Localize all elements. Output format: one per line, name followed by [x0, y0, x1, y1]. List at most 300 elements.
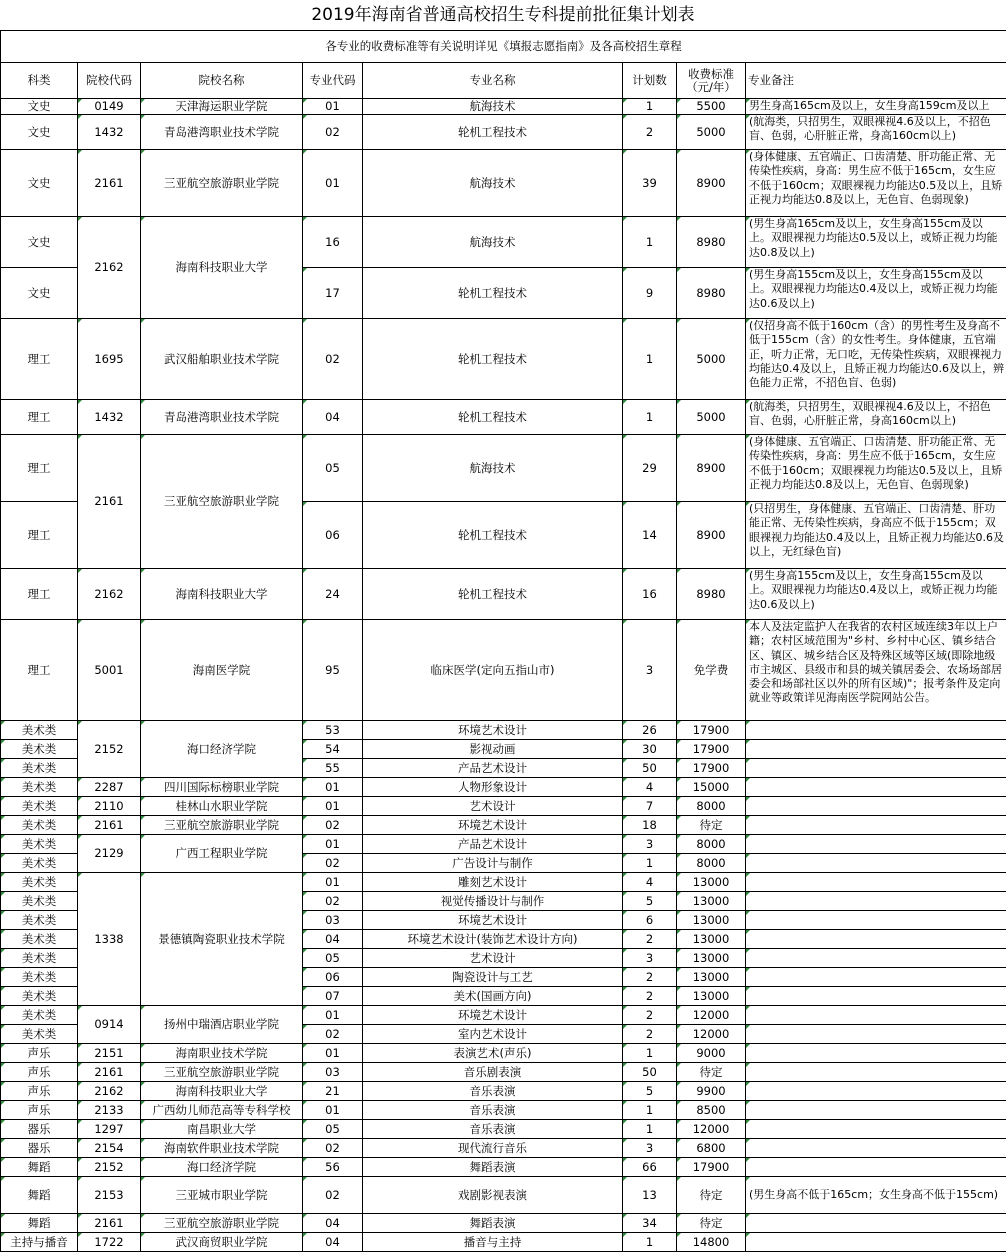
school-name-cell: 景德镇陶瓷职业技术学院 — [141, 873, 303, 1006]
major-name-cell: 美术(国画方向) — [363, 987, 623, 1006]
school-name-cell: 南昌职业大学 — [141, 1120, 303, 1139]
major-name-cell: 环境艺术设计(装饰艺术设计方向) — [363, 930, 623, 949]
category-cell: 美术类 — [1, 854, 78, 873]
school-name-cell: 三亚城市职业学院 — [141, 1177, 303, 1214]
school-name-cell: 天津海运职业学院 — [141, 99, 303, 115]
category-cell: 文史 — [1, 217, 78, 268]
fee-cell: 8900 — [677, 435, 746, 502]
major-code-cell: 04 — [303, 1214, 363, 1233]
major-code-cell: 01 — [303, 1044, 363, 1063]
school-name-cell: 海口经济学院 — [141, 721, 303, 778]
table-row — [1, 435, 1006, 502]
remark-cell — [746, 930, 1006, 949]
school-code-cell: 2151 — [78, 1044, 141, 1063]
plan-count-cell: 1 — [623, 400, 677, 435]
plan-count-cell: 2 — [623, 115, 677, 150]
plan-count-cell: 1 — [623, 217, 677, 268]
school-code-cell: 1695 — [78, 319, 141, 400]
major-code-cell: 04 — [303, 930, 363, 949]
major-code-cell: 04 — [303, 1233, 363, 1252]
plan-count-cell: 1 — [623, 854, 677, 873]
plan-count-cell: 2 — [623, 987, 677, 1006]
major-code-cell: 01 — [303, 873, 363, 892]
plan-count-cell: 9 — [623, 268, 677, 319]
fee-cell: 8000 — [677, 835, 746, 854]
fee-cell: 5000 — [677, 319, 746, 400]
school-name-cell: 三亚航空旅游职业学院 — [141, 1063, 303, 1082]
fee-cell: 待定 — [677, 1063, 746, 1082]
category-cell: 舞蹈 — [1, 1158, 78, 1177]
plan-count-cell: 29 — [623, 435, 677, 502]
category-cell: 美术类 — [1, 740, 78, 759]
school-code-cell: 2287 — [78, 778, 141, 797]
category-cell: 声乐 — [1, 1101, 78, 1120]
fee-cell: 待定 — [677, 1177, 746, 1214]
major-name-cell: 戏剧影视表演 — [363, 1177, 623, 1214]
major-code-cell: 02 — [303, 854, 363, 873]
plan-count-cell: 1 — [623, 1101, 677, 1120]
school-name-cell: 广西工程职业学院 — [141, 835, 303, 873]
category-cell: 美术类 — [1, 949, 78, 968]
major-name-cell: 雕刻艺术设计 — [363, 873, 623, 892]
school-name-cell: 海口经济学院 — [141, 1158, 303, 1177]
fee-cell: 13000 — [677, 873, 746, 892]
major-code-cell: 53 — [303, 721, 363, 740]
plan-count-cell: 4 — [623, 778, 677, 797]
fee-cell: 14800 — [677, 1233, 746, 1252]
plan-count-cell: 16 — [623, 569, 677, 620]
school-code-cell: 2161 — [78, 816, 141, 835]
school-code-cell: 0149 — [78, 99, 141, 115]
major-code-cell: 01 — [303, 835, 363, 854]
school-name-cell: 桂林山水职业学院 — [141, 797, 303, 816]
school-code-cell: 1722 — [78, 1233, 141, 1252]
plan-count-cell: 30 — [623, 740, 677, 759]
remark-cell — [746, 721, 1006, 740]
category-cell: 美术类 — [1, 987, 78, 1006]
table-row — [1, 797, 1006, 816]
school-name-cell: 青岛港湾职业技术学院 — [141, 115, 303, 150]
remark-cell — [746, 778, 1006, 797]
table-row — [1, 1082, 1006, 1101]
major-code-cell: 21 — [303, 1082, 363, 1101]
remark-cell: 本人及法定监护人在我省的农村区域连续3年以上户籍；农村区域范围为"乡村、乡村中心区、镇乡结合区、镇区、城乡结合区及特殊区域等区域(即除地级市主城区、县级市和县的城关镇居委会、农场场部居委会和场部社区以外的所有区域)"；报考条件及定向就业等政策详见海南医学院网站公告。 — [746, 620, 1006, 721]
table-row — [1, 778, 1006, 797]
remark-cell — [746, 987, 1006, 1006]
school-code-cell: 2129 — [78, 835, 141, 873]
major-name-cell: 陶瓷设计与工艺 — [363, 968, 623, 987]
school-name-cell: 海南科技职业大学 — [141, 569, 303, 620]
remark-cell: (航海类，只招男生，双眼裸视4.6及以上，不招色盲、色弱，心肝脏正常，身高160cm以上) — [746, 115, 1006, 150]
category-cell: 美术类 — [1, 721, 78, 740]
category-cell: 美术类 — [1, 892, 78, 911]
table-row — [1, 150, 1006, 217]
major-name-cell: 音乐表演 — [363, 1082, 623, 1101]
major-name-cell: 舞蹈表演 — [363, 1158, 623, 1177]
column-header: 专业名称 — [363, 63, 623, 99]
fee-cell: 6800 — [677, 1139, 746, 1158]
remark-cell — [746, 1025, 1006, 1044]
category-cell: 美术类 — [1, 1006, 78, 1025]
major-name-cell: 视觉传播设计与制作 — [363, 892, 623, 911]
school-name-cell: 海南医学院 — [141, 620, 303, 721]
fee-cell: 5000 — [677, 400, 746, 435]
table-row — [1, 1158, 1006, 1177]
fee-cell: 17900 — [677, 740, 746, 759]
school-name-cell: 扬州中瑞酒店职业学院 — [141, 1006, 303, 1044]
category-cell: 美术类 — [1, 873, 78, 892]
fee-cell: 12000 — [677, 1006, 746, 1025]
major-name-cell: 艺术设计 — [363, 949, 623, 968]
major-name-cell: 航海技术 — [363, 217, 623, 268]
plan-count-cell: 39 — [623, 150, 677, 217]
category-cell: 美术类 — [1, 778, 78, 797]
major-name-cell: 表演艺术(声乐) — [363, 1044, 623, 1063]
column-header: 收费标准 （元/年） — [677, 63, 746, 99]
plan-count-cell: 1 — [623, 1233, 677, 1252]
remark-cell — [746, 835, 1006, 854]
remark-cell — [746, 1082, 1006, 1101]
plan-count-cell: 14 — [623, 502, 677, 569]
fee-cell: 13000 — [677, 911, 746, 930]
major-code-cell: 01 — [303, 1006, 363, 1025]
fee-cell: 8900 — [677, 150, 746, 217]
table-row — [1, 873, 1006, 892]
school-code-cell: 2162 — [78, 569, 141, 620]
fee-cell: 13000 — [677, 892, 746, 911]
fee-cell: 17900 — [677, 759, 746, 778]
category-cell: 理工 — [1, 620, 78, 721]
school-code-cell: 2162 — [78, 1082, 141, 1101]
table-row — [1, 835, 1006, 854]
table-row — [1, 217, 1006, 268]
major-name-cell: 轮机工程技术 — [363, 502, 623, 569]
category-cell: 文史 — [1, 99, 78, 115]
major-name-cell: 环境艺术设计 — [363, 911, 623, 930]
major-name-cell: 环境艺术设计 — [363, 1006, 623, 1025]
plan-count-cell: 2 — [623, 1006, 677, 1025]
major-name-cell: 室内艺术设计 — [363, 1025, 623, 1044]
school-name-cell: 海南软件职业技术学院 — [141, 1139, 303, 1158]
fee-cell: 8900 — [677, 502, 746, 569]
major-name-cell: 产品艺术设计 — [363, 759, 623, 778]
school-name-cell: 四川国际标榜职业学院 — [141, 778, 303, 797]
school-code-cell: 2162 — [78, 217, 141, 319]
column-header: 院校代码 — [78, 63, 141, 99]
table-row — [1, 1044, 1006, 1063]
category-cell: 文史 — [1, 268, 78, 319]
remark-cell — [746, 854, 1006, 873]
plan-count-cell: 1 — [623, 319, 677, 400]
table-row — [1, 99, 1006, 115]
plan-count-cell: 26 — [623, 721, 677, 740]
plan-count-cell: 2 — [623, 930, 677, 949]
major-code-cell: 17 — [303, 268, 363, 319]
plan-count-cell: 34 — [623, 1214, 677, 1233]
school-name-cell: 武汉船舶职业技术学院 — [141, 319, 303, 400]
plan-count-cell: 66 — [623, 1158, 677, 1177]
school-code-cell: 2161 — [78, 1214, 141, 1233]
major-name-cell: 轮机工程技术 — [363, 319, 623, 400]
remark-cell — [746, 816, 1006, 835]
plan-count-cell: 13 — [623, 1177, 677, 1214]
school-code-cell: 2161 — [78, 150, 141, 217]
category-cell: 美术类 — [1, 816, 78, 835]
remark-cell — [746, 1233, 1006, 1252]
page-title: 2019年海南省普通高校招生专科提前批征集计划表 — [311, 5, 695, 25]
category-cell: 理工 — [1, 435, 78, 502]
table-row — [1, 319, 1006, 400]
fee-cell: 8980 — [677, 268, 746, 319]
major-code-cell: 02 — [303, 816, 363, 835]
category-cell: 理工 — [1, 400, 78, 435]
plan-count-cell: 3 — [623, 835, 677, 854]
major-name-cell: 临床医学(定向五指山市) — [363, 620, 623, 721]
column-header: 专业代码 — [303, 63, 363, 99]
major-name-cell: 轮机工程技术 — [363, 268, 623, 319]
plan-count-cell: 1 — [623, 1120, 677, 1139]
school-name-cell: 武汉商贸职业学院 — [141, 1233, 303, 1252]
major-code-cell: 05 — [303, 1120, 363, 1139]
category-cell: 美术类 — [1, 797, 78, 816]
school-name-cell: 三亚航空旅游职业学院 — [141, 435, 303, 569]
major-code-cell: 01 — [303, 150, 363, 217]
table-row — [1, 1177, 1006, 1214]
table-row — [1, 115, 1006, 150]
school-code-cell: 2110 — [78, 797, 141, 816]
fee-cell: 8000 — [677, 797, 746, 816]
major-code-cell: 54 — [303, 740, 363, 759]
table-row — [1, 1006, 1006, 1025]
plan-count-cell: 18 — [623, 816, 677, 835]
remark-cell — [746, 1063, 1006, 1082]
plan-count-cell: 4 — [623, 873, 677, 892]
major-name-cell: 舞蹈表演 — [363, 1214, 623, 1233]
major-name-cell: 航海技术 — [363, 150, 623, 217]
major-name-cell: 艺术设计 — [363, 797, 623, 816]
remark-cell — [746, 759, 1006, 778]
table-row — [1, 1120, 1006, 1139]
fee-cell: 12000 — [677, 1025, 746, 1044]
remark-cell — [746, 968, 1006, 987]
fee-cell: 13000 — [677, 949, 746, 968]
remark-cell: (身体健康、五官端正、口齿清楚、肝功能正常、无传染性疾病，身高：男生应不低于165cm，女生应不低于160cm；双眼裸视力均能达0.5及以上，且矫正视力均能达0.8及以上，无色盲、色弱现象) — [746, 150, 1006, 217]
table-row — [1, 620, 1006, 721]
major-code-cell: 03 — [303, 1063, 363, 1082]
table-row — [1, 721, 1006, 740]
category-cell: 主持与播音 — [1, 1233, 78, 1252]
major-name-cell: 航海技术 — [363, 435, 623, 502]
fee-cell: 13000 — [677, 930, 746, 949]
table-subtitle: 各专业的收费标准等有关说明详见《填报志愿指南》及各高校招生章程 — [1, 31, 1006, 63]
fee-cell: 13000 — [677, 987, 746, 1006]
plan-count-cell: 6 — [623, 911, 677, 930]
plan-count-cell: 1 — [623, 99, 677, 115]
remark-cell — [746, 892, 1006, 911]
fee-cell: 15000 — [677, 778, 746, 797]
major-code-cell: 01 — [303, 1101, 363, 1120]
plan-count-cell: 3 — [623, 620, 677, 721]
table-row — [1, 1063, 1006, 1082]
enrollment-table — [0, 30, 1006, 1252]
table-row — [1, 1233, 1006, 1252]
fee-cell: 17900 — [677, 1158, 746, 1177]
category-cell: 器乐 — [1, 1120, 78, 1139]
major-code-cell: 55 — [303, 759, 363, 778]
plan-count-cell: 2 — [623, 1025, 677, 1044]
remark-cell: (男生身高155cm及以上，女生身高155cm及以上。双眼裸视力均能达0.4及以上，或矫正视力均能达0.6及以上) — [746, 268, 1006, 319]
category-cell: 美术类 — [1, 911, 78, 930]
fee-cell: 待定 — [677, 1214, 746, 1233]
major-code-cell: 02 — [303, 319, 363, 400]
plan-count-cell: 50 — [623, 1063, 677, 1082]
remark-cell — [746, 1139, 1006, 1158]
major-name-cell: 现代流行音乐 — [363, 1139, 623, 1158]
plan-count-cell: 7 — [623, 797, 677, 816]
fee-cell: 5500 — [677, 99, 746, 115]
school-code-cell: 2133 — [78, 1101, 141, 1120]
remark-cell — [746, 1158, 1006, 1177]
school-code-cell: 2154 — [78, 1139, 141, 1158]
major-name-cell: 轮机工程技术 — [363, 569, 623, 620]
remark-cell: (男生身高165cm及以上，女生身高155cm及以上。双眼裸视力均能达0.5及以上，或矫正视力均能达0.8及以上) — [746, 217, 1006, 268]
school-code-cell: 2161 — [78, 1063, 141, 1082]
school-name-cell: 海南科技职业大学 — [141, 217, 303, 319]
category-cell: 美术类 — [1, 835, 78, 854]
major-name-cell: 环境艺术设计 — [363, 721, 623, 740]
school-name-cell: 三亚航空旅游职业学院 — [141, 150, 303, 217]
major-code-cell: 04 — [303, 400, 363, 435]
category-cell: 美术类 — [1, 930, 78, 949]
major-code-cell: 02 — [303, 892, 363, 911]
major-name-cell: 音乐表演 — [363, 1101, 623, 1120]
major-name-cell: 轮机工程技术 — [363, 400, 623, 435]
major-name-cell: 影视动画 — [363, 740, 623, 759]
remark-cell — [746, 1214, 1006, 1233]
major-code-cell: 01 — [303, 778, 363, 797]
remark-cell: (男生身高155cm及以上，女生身高155cm及以上。双眼裸视力均能达0.4及以上，或矫正视力均能达0.6及以上) — [746, 569, 1006, 620]
major-code-cell: 01 — [303, 99, 363, 115]
fee-cell: 5000 — [677, 115, 746, 150]
major-name-cell: 播音与主持 — [363, 1233, 623, 1252]
fee-cell: 9000 — [677, 1044, 746, 1063]
major-code-cell: 05 — [303, 435, 363, 502]
column-header: 专业备注 — [746, 63, 1006, 99]
fee-cell: 17900 — [677, 721, 746, 740]
remark-cell: (仅招身高不低于160cm（含）的男性考生及身高不低于155cm（含）的女性考生。身体健康，五官端正，听力正常，无口吃，无传染性疾病，双眼裸视力均能达0.4及以上，且矫正视力均能达0.6及以上，辨色能力正常，不招色盲、色弱) — [746, 319, 1006, 400]
school-code-cell: 0914 — [78, 1006, 141, 1044]
major-code-cell: 02 — [303, 115, 363, 150]
major-code-cell: 56 — [303, 1158, 363, 1177]
major-code-cell: 03 — [303, 911, 363, 930]
fee-cell: 免学费 — [677, 620, 746, 721]
table-row — [1, 816, 1006, 835]
plan-count-cell: 50 — [623, 759, 677, 778]
major-name-cell: 轮机工程技术 — [363, 115, 623, 150]
category-cell: 美术类 — [1, 968, 78, 987]
remark-cell: (航海类，只招男生，双眼裸视4.6及以上，不招色盲、色弱，心肝脏正常，身高160cm以上) — [746, 400, 1006, 435]
fee-cell: 8980 — [677, 217, 746, 268]
fee-cell: 12000 — [677, 1120, 746, 1139]
major-code-cell: 05 — [303, 949, 363, 968]
header-row — [1, 63, 1006, 99]
column-header: 计划数 — [623, 63, 677, 99]
school-code-cell: 2153 — [78, 1177, 141, 1214]
major-code-cell: 16 — [303, 217, 363, 268]
table-row — [1, 1139, 1006, 1158]
major-code-cell: 06 — [303, 502, 363, 569]
school-code-cell: 1338 — [78, 873, 141, 1006]
remark-cell — [746, 949, 1006, 968]
major-code-cell: 06 — [303, 968, 363, 987]
school-name-cell: 海南科技职业大学 — [141, 1082, 303, 1101]
major-code-cell: 02 — [303, 1139, 363, 1158]
plan-count-cell: 1 — [623, 1044, 677, 1063]
table-row — [1, 569, 1006, 620]
major-code-cell: 95 — [303, 620, 363, 721]
major-name-cell: 产品艺术设计 — [363, 835, 623, 854]
table-row — [1, 1214, 1006, 1233]
school-name-cell: 青岛港湾职业技术学院 — [141, 400, 303, 435]
school-name-cell: 广西幼儿师范高等专科学校 — [141, 1101, 303, 1120]
column-header: 科类 — [1, 63, 78, 99]
fee-cell: 待定 — [677, 816, 746, 835]
category-cell: 声乐 — [1, 1063, 78, 1082]
major-code-cell: 24 — [303, 569, 363, 620]
fee-cell: 8500 — [677, 1101, 746, 1120]
remark-cell — [746, 873, 1006, 892]
plan-count-cell: 3 — [623, 1139, 677, 1158]
plan-count-cell: 2 — [623, 968, 677, 987]
school-name-cell: 三亚航空旅游职业学院 — [141, 1214, 303, 1233]
school-code-cell: 1297 — [78, 1120, 141, 1139]
remark-cell — [746, 740, 1006, 759]
category-cell: 美术类 — [1, 759, 78, 778]
category-cell: 理工 — [1, 319, 78, 400]
plan-count-cell: 5 — [623, 1082, 677, 1101]
column-header: 院校名称 — [141, 63, 303, 99]
school-code-cell: 1432 — [78, 400, 141, 435]
fee-cell: 8000 — [677, 854, 746, 873]
major-name-cell: 人物形象设计 — [363, 778, 623, 797]
category-cell: 文史 — [1, 150, 78, 217]
category-cell: 声乐 — [1, 1082, 78, 1101]
remark-cell: (男生身高不低于165cm；女生身高不低于155cm) — [746, 1177, 1006, 1214]
major-name-cell: 航海技术 — [363, 99, 623, 115]
remark-cell — [746, 1006, 1006, 1025]
category-cell: 文史 — [1, 115, 78, 150]
major-name-cell: 音乐表演 — [363, 1120, 623, 1139]
table-row — [1, 1101, 1006, 1120]
remark-cell: 男生身高165cm及以上，女生身高159cm及以上 — [746, 99, 1006, 115]
school-code-cell: 2152 — [78, 1158, 141, 1177]
major-name-cell: 音乐剧表演 — [363, 1063, 623, 1082]
school-name-cell: 三亚航空旅游职业学院 — [141, 816, 303, 835]
school-code-cell: 5001 — [78, 620, 141, 721]
remark-cell: (身体健康、五官端正、口齿清楚、肝功能正常、无传染性疾病，身高：男生应不低于165cm，女生应不低于160cm；双眼裸视力均能达0.5及以上，且矫正视力均能达0.8及以上，无色盲、色弱现象) — [746, 435, 1006, 502]
plan-count-cell: 5 — [623, 892, 677, 911]
fee-cell: 13000 — [677, 968, 746, 987]
category-cell: 器乐 — [1, 1139, 78, 1158]
remark-cell — [746, 1120, 1006, 1139]
category-cell: 声乐 — [1, 1044, 78, 1063]
major-name-cell: 广告设计与制作 — [363, 854, 623, 873]
remark-cell: (只招男生，身体健康、五官端正、口齿清楚、肝功能正常、无传染性疾病，身高应不低于155cm；双眼裸视力均能达0.4及以上，且矫正视力均能达0.6及以上，无红绿色盲) — [746, 502, 1006, 569]
school-name-cell: 海南职业技术学院 — [141, 1044, 303, 1063]
major-code-cell: 02 — [303, 1025, 363, 1044]
major-code-cell: 02 — [303, 1177, 363, 1214]
school-code-cell: 2152 — [78, 721, 141, 778]
